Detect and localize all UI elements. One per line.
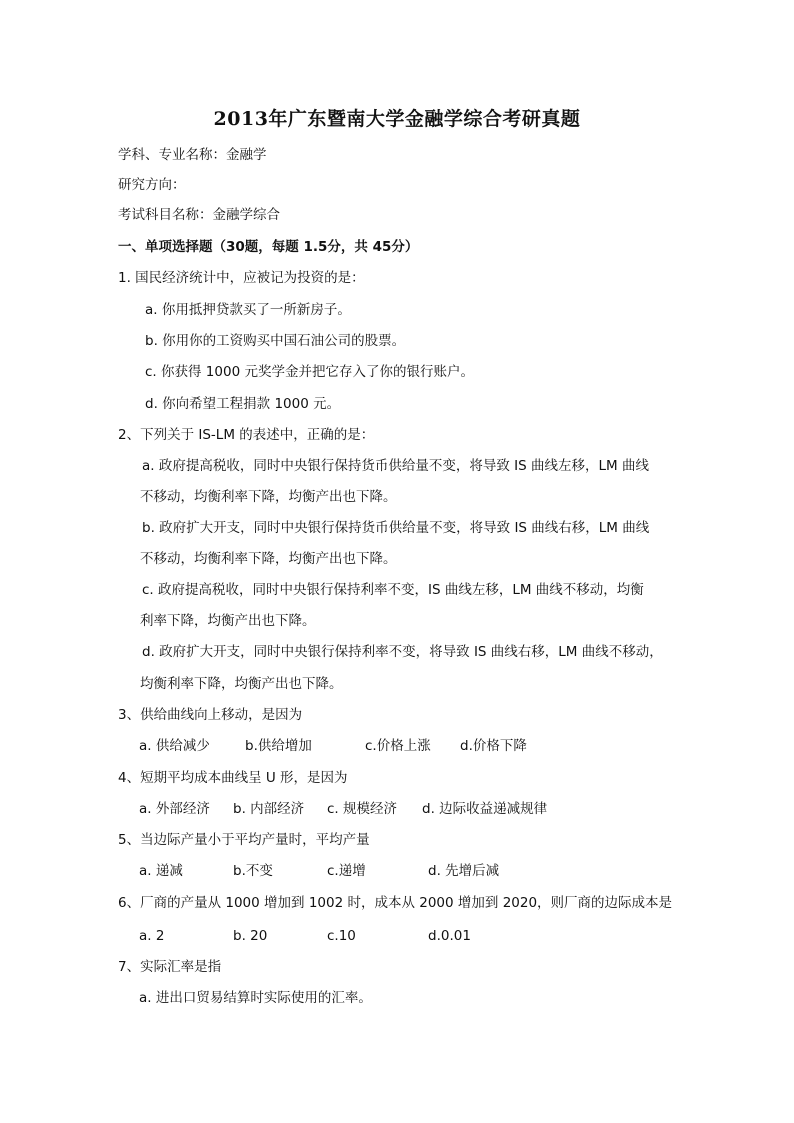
exam-line: 考试科目名称：金融学综合 [118, 207, 280, 223]
q4-option-d: d. 边际收益递减规律 [422, 801, 548, 817]
q6-option-d: d.0.01 [428, 928, 471, 944]
section-heading: 一、单项选择题（30题，每题 1.5分，共 45分） [118, 239, 419, 255]
question-2: 2、下列关于 IS-LM 的表述中，正确的是： [118, 427, 375, 443]
question-7: 7、实际汇率是指 [118, 959, 222, 975]
q2-option-d-cont: 均衡利率下降，均衡产出也下降。 [140, 676, 343, 692]
q2-option-c: c. 政府提高税收，同时中央银行保持利率不变，IS 曲线左移，LM 曲线不移动，均衡 [142, 582, 644, 598]
q3-option-c: c.价格上涨 [365, 738, 431, 754]
q3-option-a: a. 供给减少 [139, 738, 210, 754]
q5-option-d: d. 先增后减 [428, 863, 500, 879]
q6-option-a: a. 2 [139, 928, 165, 944]
q5-option-c: c.递增 [327, 863, 366, 879]
q2-option-b-cont: 不移动，均衡利率下降，均衡产出也下降。 [140, 551, 397, 567]
direction-line: 研究方向： [118, 177, 186, 193]
q2-option-b: b. 政府扩大开支，同时中央银行保持货币供给量不变，将导致 IS 曲线右移，LM 曲线 [142, 520, 650, 536]
question-4: 4、短期平均成本曲线呈 U 形，是因为 [118, 770, 348, 786]
question-5: 5、当边际产量小于平均产量时，平均产量 [118, 832, 370, 848]
q2-option-d: d. 政府扩大开支，同时中央银行保持利率不变，将导致 IS 曲线右移，LM 曲线不移动， [142, 644, 663, 660]
q2-option-c-cont: 利率下降，均衡产出也下降。 [140, 613, 316, 629]
q1-option-b: b. 你用你的工资购买中国石油公司的股票。 [145, 333, 406, 349]
q2-option-a-cont: 不移动，均衡利率下降，均衡产出也下降。 [140, 489, 397, 505]
q3-option-b: b.供给增加 [245, 738, 312, 754]
q1-option-a: a. 你用抵押贷款买了一所新房子。 [145, 302, 351, 318]
q6-option-c: c.10 [327, 928, 356, 944]
question-6: 6、厂商的产量从 1000 增加到 1002 时，成本从 2000 增加到 2020，则厂商的边际成本是 [118, 895, 673, 911]
q1-option-d: d. 你向希望工程捐款 1000 元。 [145, 396, 341, 412]
q6-option-b: b. 20 [233, 928, 268, 944]
q4-option-b: b. 内部经济 [233, 801, 305, 817]
q1-option-c: c. 你获得 1000 元奖学金并把它存入了你的银行账户。 [145, 364, 474, 380]
question-3: 3、供给曲线向上移动，是因为 [118, 707, 303, 723]
subject-line: 学科、专业名称：金融学 [118, 147, 267, 163]
q7-option-a: a. 进出口贸易结算时实际使用的汇率。 [139, 990, 372, 1006]
page-title: 2013年广东暨南大学金融学综合考研真题 [213, 108, 581, 130]
q4-option-c: c. 规模经济 [327, 801, 398, 817]
q5-option-a: a. 递减 [139, 863, 183, 879]
question-1: 1. 国民经济统计中，应被记为投资的是： [118, 270, 365, 286]
q3-option-d: d.价格下降 [460, 738, 527, 754]
q5-option-b: b.不变 [233, 863, 273, 879]
q2-option-a: a. 政府提高税收，同时中央银行保持货币供给量不变，将导致 IS 曲线左移，LM 曲线 [142, 458, 649, 474]
q4-option-a: a. 外部经济 [139, 801, 210, 817]
